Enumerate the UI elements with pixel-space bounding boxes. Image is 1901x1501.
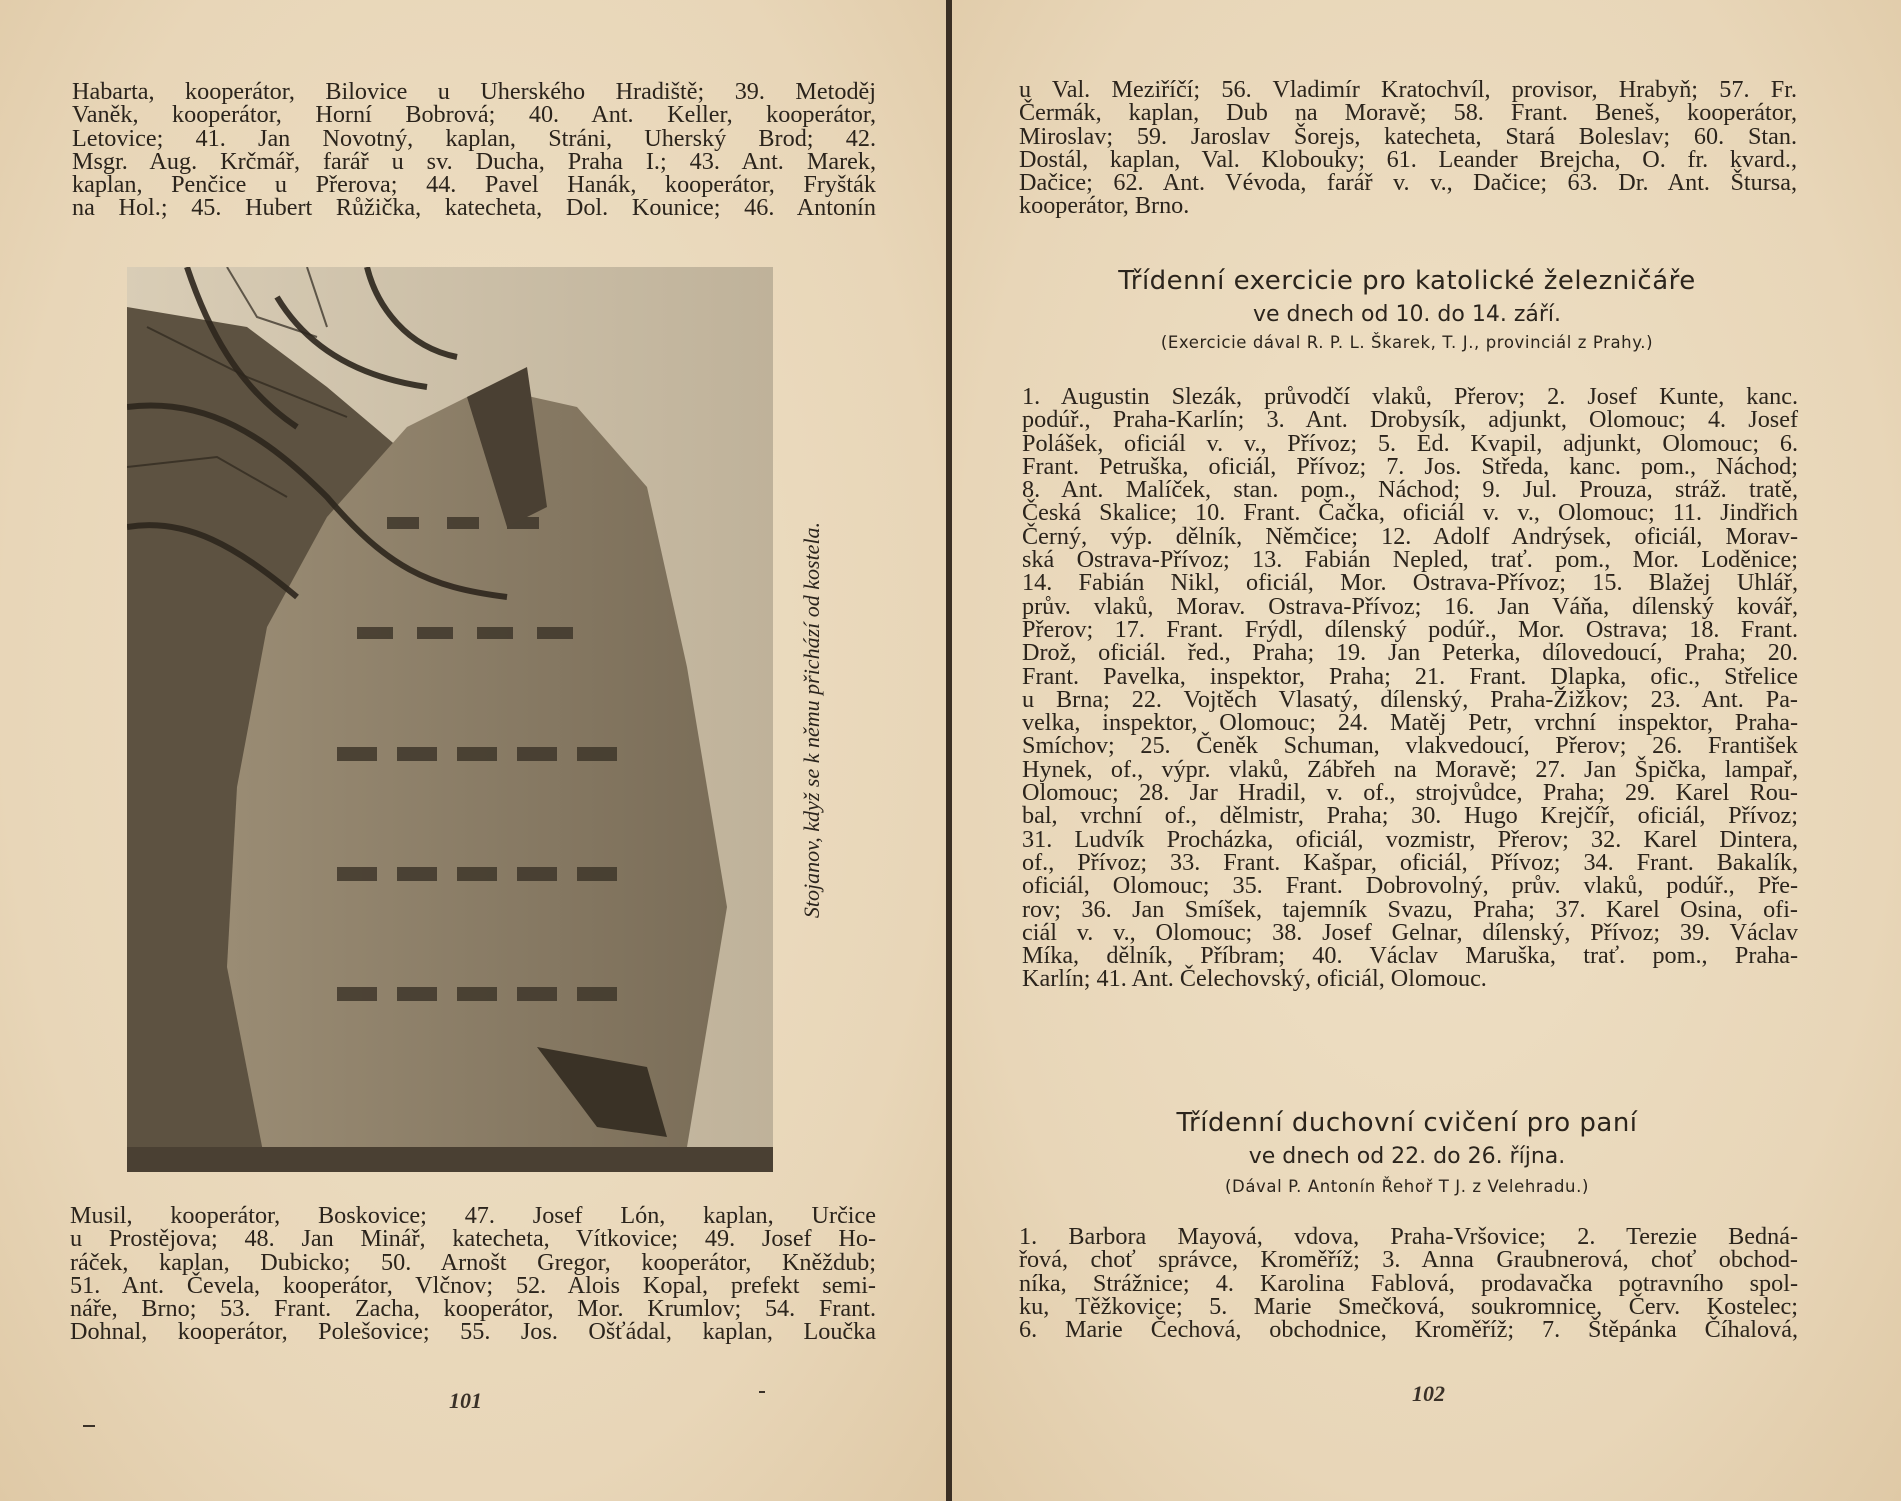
right-page (952, 0, 1901, 1501)
text-line: ráček, kaplan, Dubicko; 50. Arnošt Gregor, kooperátor, Kněždub; (70, 1248, 876, 1276)
women-list (1019, 1223, 1798, 1344)
text-line: Čermák, kaplan, Dub na Moravě; 58. Frant. Beneš, kooperátor, (1019, 99, 1797, 127)
text-line: oficiál, Olomouc; 35. Frant. Dobrovolný, prův. vlaků, podúř., Pře- (1022, 872, 1798, 900)
decorative-mark (759, 1391, 765, 1393)
text-line: Hynek, of., výpr. vlaků, Zábřeh na Moravě; 27. Jan Špička, lampař, (1022, 755, 1798, 783)
building-photo (127, 267, 773, 1172)
text-line: Drož, oficiál. řed., Praha; 19. Jan Peterka, dílovedoucí, Praha; 20. (1022, 639, 1798, 667)
text-line: řová, choť správce, Kroměříž; 3. Anna Graubnerová, choť obchod- (1019, 1246, 1798, 1274)
section-dates-railway: ve dnech od 10. do 14. září. (1253, 302, 1561, 327)
right-top-text (1019, 78, 1797, 218)
text-line: u Val. Meziříčí; 56. Vladimír Kratochvíl, provisor, Hrabyň; 57. Fr. (1019, 76, 1797, 103)
left-bottom-text (70, 1204, 876, 1344)
text-line: náře, Brno; 53. Frant. Zacha, kooperátor, Mor. Krumlov; 54. Frant. (70, 1295, 876, 1323)
text-line: níka, Strážnice; 4. Karolina Fablová, prodavačka potravního spol- (1019, 1269, 1798, 1297)
text-line: Dostál, kaplan, Val. Klobouky; 61. Leander Brejcha, O. fr. kvard., (1019, 145, 1797, 173)
left-page (0, 0, 948, 1501)
text-line: u Prostějova; 48. Jan Minář, katecheta, Vítkovice; 49. Josef Ho- (70, 1225, 876, 1253)
text-line: na Hol.; 45. Hubert Růžička, katecheta, Dol. Kounice; 46. Antonín (72, 194, 876, 222)
text-line: ciál v. v., Olomouc; 38. Josef Gelnar, dílenský, Přívoz; 39. Václav (1022, 918, 1798, 946)
text-line: 1. Barbora Mayová, vdova, Praha-Vršovice; 2. Terezie Bedná- (1019, 1223, 1798, 1250)
text-line: Olomouc; 28. Jar Hradil, v. of., strojvůdce, Praha; 29. Karel Rou- (1022, 779, 1798, 807)
text-line: u Brna; 22. Vojtěch Vlasatý, dílenský, Praha-Žižkov; 23. Ant. Pa- (1022, 685, 1798, 713)
text-line: ku, Těžkovice; 5. Marie Smečková, soukromnice, Červ. Kostelec; (1019, 1292, 1798, 1320)
text-line: kooperátor, Brno. (1019, 192, 1190, 220)
text-line: Letovice; 41. Jan Novotný, kaplan, Stráni, Uherský Brod; 42. (72, 124, 876, 152)
text-line: kaplan, Penčice u Přerova; 44. Pavel Hanák, kooperátor, Fryšták (72, 171, 876, 199)
text-line: bal, vrchní of., dělmistr, Praha; 30. Hugo Krejčíř, oficiál, Přívoz; (1022, 802, 1798, 830)
railway-list (1022, 385, 1798, 991)
text-line: Frant. Petruška, oficiál, Přívoz; 7. Jos. Středa, kanc. pom., Náchod; (1022, 452, 1798, 480)
text-line: 51. Ant. Čevela, kooperátor, Vlčnov; 52. Alois Kopal, prefekt semi- (70, 1271, 876, 1299)
text-line: Černý, výp. dělník, Němčice; 12. Adolf Andrýsek, oficiál, Morav- (1022, 522, 1798, 550)
text-line: of., Přívoz; 33. Frant. Kašpar, oficiál, Přívoz; 34. Frant. Bakalík, (1022, 848, 1798, 876)
text-line: podúř., Praha-Karlín; 3. Ant. Drobysík, adjunkt, Olomouc; 4. Josef (1022, 406, 1798, 434)
section-note-women: (Dával P. Antonín Řehoř T J. z Velehradu.) (1225, 1177, 1589, 1196)
text-line: Smíchov; 25. Čeněk Schuman, vlakvedoucí, Přerov; 26. František (1022, 732, 1798, 760)
text-line: prův. vlaků, Morav. Ostrava-Přívoz; 16. Jan Váňa, dílenský kovář, (1022, 592, 1798, 620)
text-line: Dohnal, kooperátor, Polešovice; 55. Jos. Ošťádal, kaplan, Loučka (70, 1318, 876, 1346)
text-line: 1. Augustin Slezák, průvodčí vlaků, Přerov; 2. Josef Kunte, kanc. (1022, 383, 1798, 410)
text-line: Polášek, oficiál v. v., Přívoz; 5. Ed. Kvapil, adjunkt, Olomouc; 6. (1022, 429, 1798, 457)
text-line: Karlín; 41. Ant. Čelechovský, oficiál, Olomouc. (1022, 965, 1487, 993)
text-line: Vaněk, kooperátor, Horní Bobrová; 40. Ant. Keller, kooperátor, (72, 101, 876, 129)
text-line: Miroslav; 59. Jaroslav Šorejs, katecheta, Stará Boleslav; 60. Stan. (1019, 122, 1797, 150)
section-title-railway: Třídenní exercicie pro katolické železničáře (1118, 266, 1696, 296)
text-line: 8. Ant. Malíček, stan. pom., Náchod; 9. Jul. Prouza, stráž. tratě, (1022, 476, 1798, 504)
text-line: 14. Fabián Nikl, oficiál, Mor. Ostrava-Přívoz; 15. Blažej Uhlář, (1022, 569, 1798, 597)
text-line: Dačice; 62. Ant. Vévoda, farář v. v., Dačice; 63. Dr. Ant. Štursa, (1019, 169, 1797, 197)
section-note-railway: (Exercicie dával R. P. L. Škarek, T. J., provinciál z Prahy.) (1160, 333, 1654, 352)
text-line: Míka, dělník, Příbram; 40. Václav Maruška, trať. pom., Praha- (1022, 942, 1798, 970)
text-line: rov; 36. Jan Smíšek, tajemník Svazu, Praha; 37. Karel Osina, ofi- (1022, 895, 1798, 923)
text-line: 6. Marie Čechová, obchodnice, Kroměříž; 7. Štěpánka Číhalová, (1019, 1316, 1798, 1344)
left-top-text (72, 80, 876, 220)
section-dates-women: ve dnech od 22. do 26. října. (1248, 1144, 1566, 1169)
text-line: Musil, kooperátor, Boskovice; 47. Josef Lón, kaplan, Určice (70, 1202, 876, 1229)
section-title-women: Třídenní duchovní cvičení pro paní (1176, 1108, 1638, 1138)
text-line: Habarta, kooperátor, Bilovice u Uherského Hradiště; 39. Metoděj (72, 78, 876, 105)
text-line: Přerov; 17. Frant. Frýdl, dílenský podúř., Mor. Ostrava; 18. Frant. (1022, 615, 1798, 643)
page-number: 102 (1412, 1381, 1445, 1406)
page-number: 101 (449, 1388, 482, 1413)
text-line: Msgr. Aug. Krčmář, farář u sv. Ducha, Praha I.; 43. Ant. Marek, (72, 147, 876, 175)
text-line: Česká Skalice; 10. Frant. Čačka, oficiál v. v., Olomouc; 11. Jindřich (1022, 499, 1798, 527)
photo-caption (792, 470, 832, 970)
text-line: ská Ostrava-Přívoz; 13. Fabián Nepled, trať. pom., Mor. Loděnice; (1022, 546, 1798, 574)
photo-caption-text: Stojanov, když se k němu přichází od kostela. (799, 521, 824, 919)
text-line: velka, inspektor, Olomouc; 24. Matěj Petr, vrchní inspektor, Praha- (1022, 709, 1798, 737)
decorative-mark (83, 1425, 95, 1427)
text-line: 31. Ludvík Procházka, oficiál, vozmistr, Přerov; 32. Karel Dintera, (1022, 825, 1798, 853)
text-line: Frant. Pavelka, inspektor, Praha; 21. Frant. Dlapka, ofic., Střelice (1022, 662, 1798, 690)
